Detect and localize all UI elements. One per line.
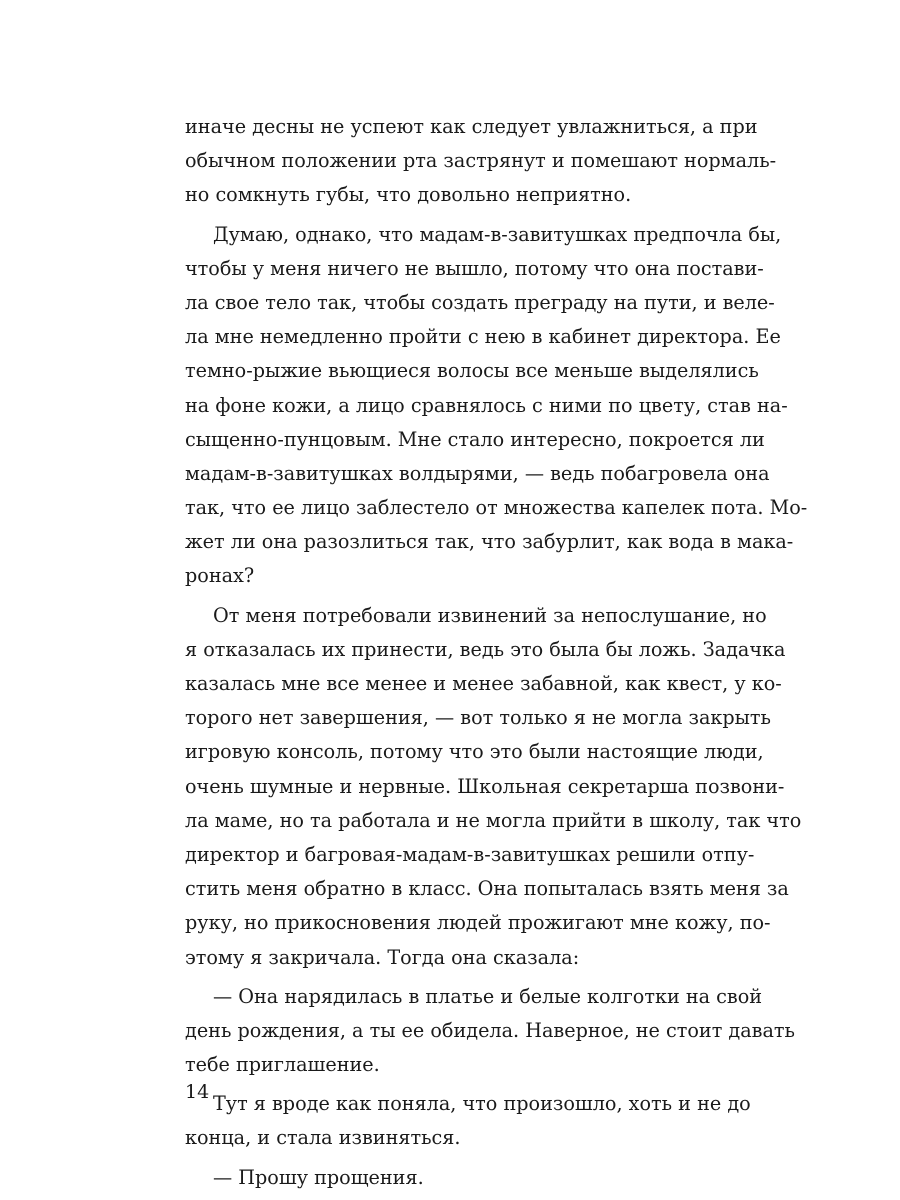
paragraph (185, 1161, 725, 1195)
text-line: — Прошу прощения. (213, 1165, 424, 1189)
text-line: ла мне немедленно пройти с нею в кабинет директора. Ее (185, 325, 781, 349)
text-line: день рождения, а ты ее обидела. Наверное, не стоит давать (185, 1018, 795, 1042)
text-line: Тут я вроде как поняла, что произошло, хоть и не до (213, 1092, 751, 1116)
text-line: директор и багровая-мадам-в-завитушках решили отпу- (185, 842, 755, 866)
page-number: 14 (185, 1081, 210, 1103)
text-line: жет ли она разозлиться так, что забурлит, как вода в мака- (185, 530, 794, 554)
text-line: ла маме, но та работала и не могла прийти в школу, так что (185, 808, 802, 832)
text-line: конца, и стала извиняться. (185, 1126, 461, 1150)
text-line: сыщенно-пунцовым. Мне стало интересно, покроется ли (185, 427, 765, 451)
text-line: Думаю, однако, что мадам-в-завитушках предпочла бы, (213, 222, 782, 246)
paragraph (185, 110, 777, 213)
text-line: очень шумные и нервные. Школьная секретарша позвони- (185, 774, 785, 798)
paragraph (185, 599, 802, 975)
text-line: иначе десны не успеют как следует увлажниться, а при (185, 115, 758, 138)
paragraph (185, 1087, 751, 1155)
text-line: тебе приглашение. (185, 1053, 380, 1077)
text-line: стить меня обратно в класс. Она попыталась взять меня за (185, 877, 789, 901)
text-line: этому я закричала. Тогда она сказала: (185, 945, 580, 969)
text-line: чтобы у меня ничего не вышло, потому что она постави- (185, 256, 764, 280)
text-line: на фоне кожи, а лицо сравнялось с ними по цвету, став на- (185, 393, 788, 417)
text-line: ла свое тело так, чтобы создать преграду на пути, и веле- (185, 290, 775, 314)
text-line: так, что ее лицо заблестело от множества капелек пота. Мо- (185, 496, 808, 520)
text-line: казалась мне все менее и менее забавной, как квест, у ко- (185, 672, 782, 695)
text-line: я отказалась их принести, ведь это была бы ложь. Задачка (185, 637, 786, 661)
text-line: — Она нарядилась в платье и белые колготки на свой (213, 984, 763, 1008)
text-line: обычном положении рта застрянут и помешают нормаль- (185, 149, 777, 173)
text-line: От меня потребовали извинений за непослушание, но (213, 603, 767, 627)
text-line: руку, но прикосновения людей прожигают мне кожу, по- (185, 911, 771, 935)
text-line: темно-рыжие вьющиеся волосы все меньше выделялись (185, 359, 759, 383)
paragraph (185, 980, 795, 1083)
text-line: торого нет завершения, — вот только я не могла закрыть (185, 706, 771, 730)
text-line: ронах? (185, 564, 255, 588)
text-line: мадам-в-завитушках волдырями, — ведь побагровела она (185, 461, 770, 485)
text-line: игровую консоль, потому что это были настоящие люди, (185, 740, 764, 764)
body-text (185, 110, 808, 1195)
paragraph (185, 218, 808, 594)
text-line: но сомкнуть губы, что довольно неприятно. (185, 183, 632, 207)
